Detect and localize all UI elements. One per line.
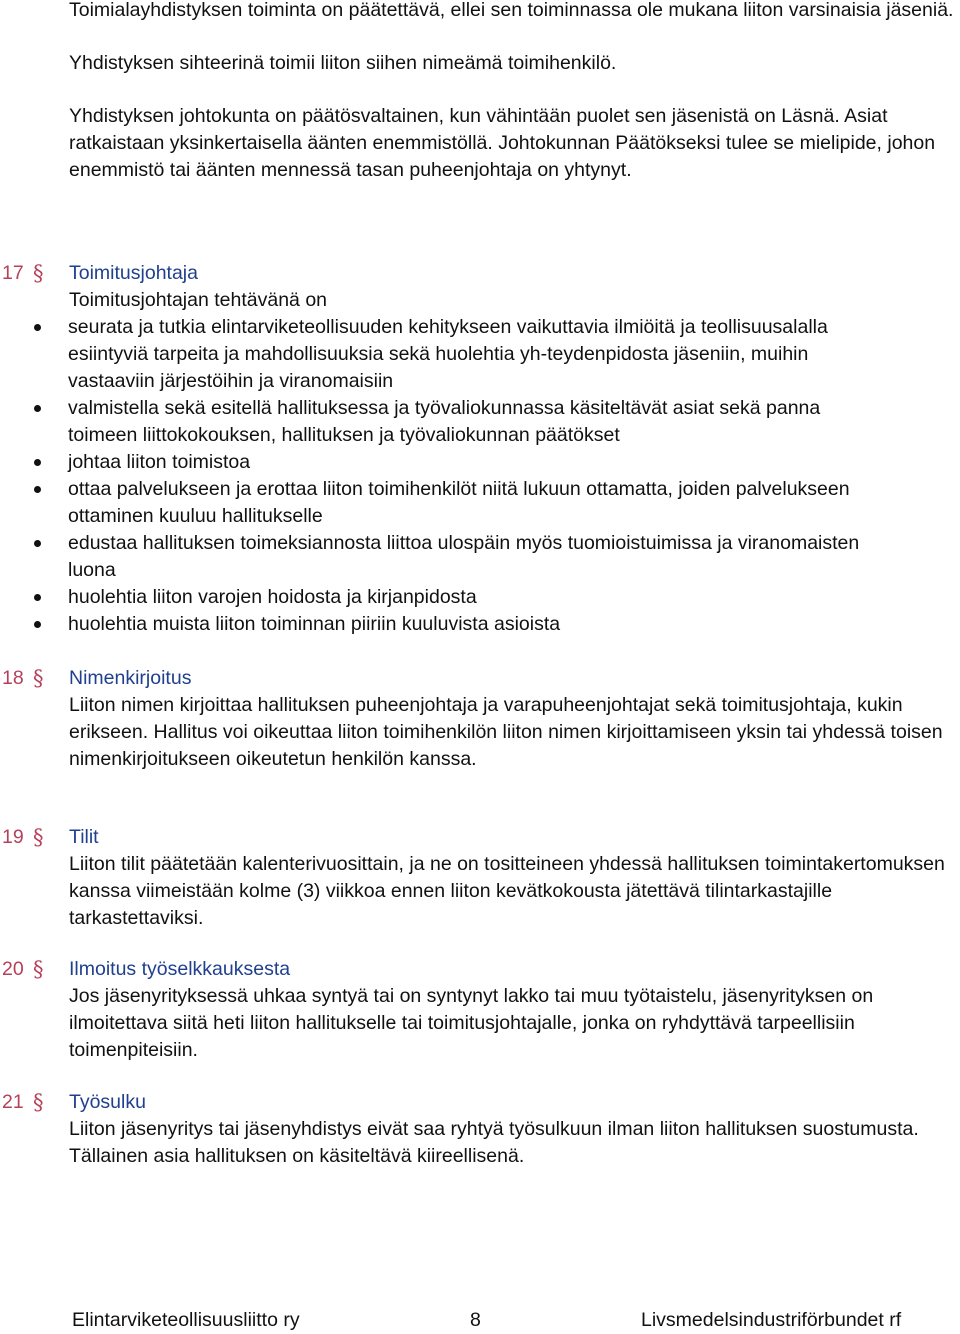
intro-paragraph: Toimialayhdistyksen toiminta on päätettävä, ellei sen toiminnassa ole mukana liiton varsinaisia jäseniä.	[69, 0, 954, 21]
section-sign-icon: §	[33, 261, 44, 285]
section-21	[0, 1089, 960, 1170]
section-lead: Toimitusjohtajan tehtävänä on	[69, 289, 328, 311]
intro-paragraph: Yhdistyksen sihteerinä toimii liiton siihen nimeämä toimihenkilö.	[69, 52, 617, 74]
section-heading	[0, 956, 960, 983]
section-20	[0, 956, 960, 1064]
section-body	[69, 851, 959, 932]
section-title: Ilmoitus työselkkauksesta	[69, 958, 291, 980]
section-number: 19	[2, 826, 24, 848]
list-item	[0, 530, 888, 584]
section-sign-icon: §	[33, 1090, 44, 1114]
section-heading	[0, 260, 960, 287]
section-body	[69, 692, 959, 773]
section-title: Tilit	[69, 826, 99, 848]
duties-list	[0, 314, 960, 638]
section-title: Nimenkirjoitus	[69, 667, 192, 689]
list-item-text: huolehtia muista liiton toiminnan piiriin kuuluvista asioista	[68, 613, 561, 635]
list-item	[0, 584, 888, 611]
section-body	[69, 983, 959, 1064]
section-heading	[0, 824, 960, 851]
bullet-icon	[34, 621, 41, 628]
section-17	[0, 260, 960, 638]
intro-text	[69, 0, 959, 210]
section-text: Liiton jäsenyritys tai jäsenyhdistys eivät saa ryhtyä työsulkuun ilman liiton hallituksen suostumusta. Tällainen asia hallituksen on käsiteltävä kiireellisenä.	[69, 1118, 919, 1167]
list-item-text: johtaa liiton toimistoa	[68, 451, 251, 473]
section-sign-icon: §	[33, 825, 44, 849]
footer-left: Elintarviketeollisuusliitto ry	[72, 1309, 300, 1331]
bullet-icon	[34, 459, 41, 466]
section-number: 17	[2, 262, 24, 284]
list-item-text: ottaa palvelukseen ja erottaa liiton toimihenkilöt niitä lukuun ottamatta, joiden palvelukseen ottaminen kuuluu hallitukselle	[68, 478, 850, 527]
list-item	[0, 611, 888, 638]
bullet-icon	[34, 486, 41, 493]
intro-paragraph: Yhdistyksen johtokunta on päätösvaltainen, kun vähintään puolet sen jäsenistä on Läsnä. Asiat ratkaistaan yksinkertaisella äänten enemmistöllä. Johtokunnan Päätökseksi tulee se mielipide, johon enemmistö tai äänten mennessä tasan puheenjohtaja on yhtynyt.	[69, 105, 936, 181]
section-heading	[0, 1089, 960, 1116]
section-text: Liiton tilit päätetään kalenterivuosittain, ja ne on tositteineen yhdessä hallituksen toimintakertomuksen kanssa viimeistään kolme (3) viikkoa ennen liiton kevätkokousta jätettävä tilintarkastajille tarkastettaviksi.	[69, 853, 945, 929]
section-18	[0, 665, 960, 773]
section-number: 20	[2, 958, 24, 980]
bullet-icon	[34, 540, 41, 547]
section-sign-icon: §	[33, 666, 44, 690]
section-title: Työsulku	[69, 1091, 146, 1113]
bullet-icon	[34, 405, 41, 412]
section-body	[69, 1116, 959, 1170]
list-item-text: seurata ja tutkia elintarviketeollisuuden kehitykseen vaikuttavia ilmiöitä ja teollisuusalalla esiintyviä tarpeita ja mahdollisuuksia sekä huolehtia yh-teydenpidosta jäseniin, muihin vastaaviin järjestöihin ja viranomaisiin	[68, 316, 828, 392]
list-item	[0, 476, 888, 530]
section-sign-icon: §	[33, 957, 44, 981]
section-text: Jos jäsenyrityksessä uhkaa syntyä tai on syntynyt lakko tai muu työtaistelu, jäsenyrityksen on ilmoitettava siitä heti liiton hallitukselle tai toimitusjohtajalle, jonka on ryhdyttävä tarpeellisiin toimenpiteisiin.	[69, 985, 874, 1061]
list-item	[0, 449, 888, 476]
section-text: Liiton nimen kirjoittaa hallituksen puheenjohtaja ja varapuheenjohtajat sekä toimitusjohtaja, kukin erikseen. Hallitus voi oikeuttaa liiton toimihenkilön liiton nimen kirjoittamiseen yksin tai yhdessä toisen nimenkirjoitukseen oikeutetun henkilön kanssa.	[69, 694, 943, 770]
list-item-text: valmistella sekä esitellä hallituksessa ja työvaliokunnassa käsiteltävät asiat sekä panna toimeen liittokokouksen, hallituksen ja työvaliokunnan päätökset	[68, 397, 821, 446]
section-title: Toimitusjohtaja	[69, 262, 198, 284]
footer-right: Livsmedelsindustriförbundet rf	[641, 1309, 902, 1331]
section-number: 21	[2, 1091, 24, 1113]
list-item-text: huolehtia liiton varojen hoidosta ja kirjanpidosta	[68, 586, 477, 608]
section-heading	[0, 665, 960, 692]
list-item	[0, 314, 888, 395]
page-number: 8	[470, 1309, 481, 1331]
bullet-icon	[34, 594, 41, 601]
page-footer	[0, 1307, 960, 1334]
section-number: 18	[2, 667, 24, 689]
list-item	[0, 395, 888, 449]
list-item-text: edustaa hallituksen toimeksiannosta liittoa ulospäin myös tuomioistuimissa ja viranomaisten luona	[68, 532, 860, 581]
section-19	[0, 824, 960, 932]
bullet-icon	[34, 324, 41, 331]
section-body	[69, 287, 959, 314]
